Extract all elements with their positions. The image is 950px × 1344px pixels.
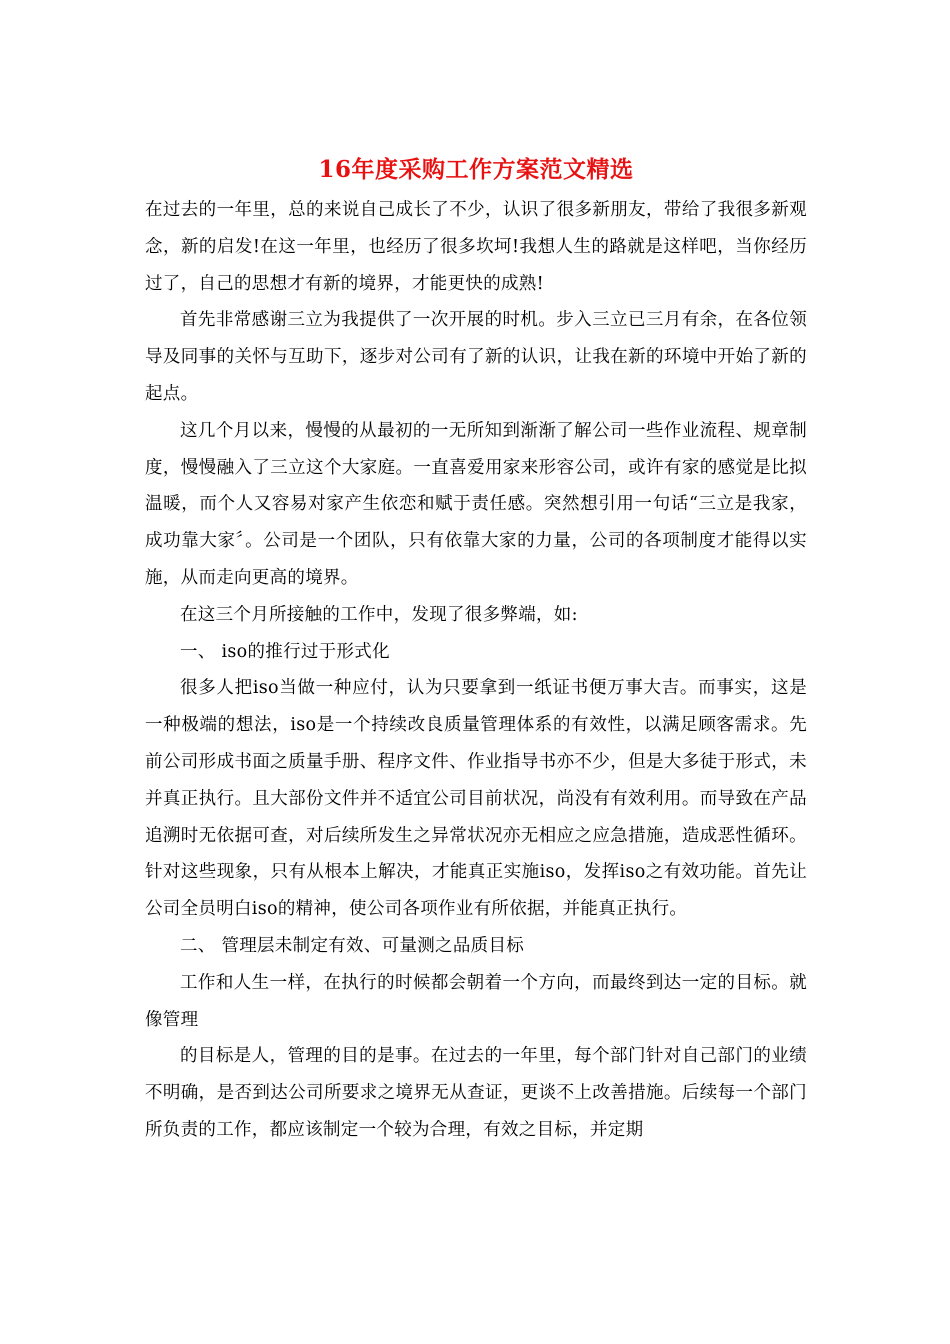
paragraph: 很多人把iso当做一种应付，认为只要拿到一纸证书便万事大吉。而事实，这是一种极端的想法，iso是一个持续改良质量管理体系的有效性，以满足顾客需求。先前公司形成书面之质量手册、程序文件、作业指导书亦不少，但是大多徒于形式，未并真正执行。且大部份文件并不适宜公司目前状况，尚没有有效利用。而导致在产品追溯时无依据可查，对后续所发生之异常状况亦无相应之应急措施，造成恶性循环。针对这些现象，只有从根本上解决，才能真正实施iso，发挥iso之有效功能。首先让公司全员明白iso的精神，使公司各项作业有所依据，并能真正执行。: [145, 678, 807, 920]
paragraph: 在这三个月所接触的工作中，发现了很多弊端，如:: [180, 604, 578, 625]
paragraph: 二、 管理层未制定有效、可量测之品质目标: [180, 935, 525, 956]
paragraph: 这几个月以来，慢慢的从最初的一无所知到渐渐了解公司一些作业流程、规章制度，慢慢融入了三立这个大家庭。一直喜爱用家来形容公司，或许有家的感觉是比拟温暖，而个人又容易对家产生依恋和赋于责任感。突然想引用一句话“三立是我家，成功靠大家〞。公司是一个团队，只有依靠大家的力量，公司的各项制度才能得以实施，从而走向更高的境界。: [145, 420, 807, 588]
paragraph: 工作和人生一样，在执行的时候都会朝着一个方向，而最终到达一定的目标。就像管理: [145, 972, 807, 1030]
paragraph: 首先非常感谢三立为我提供了一次开展的时机。步入三立已三月有余，在各位领导及同事的关怀与互助下，逐步对公司有了新的认识，让我在新的环境中开始了新的起点。: [145, 310, 807, 404]
document-body: [145, 152, 807, 1149]
paragraph-list: [145, 192, 807, 1149]
document-title: 16年度采购工作方案范文精选: [318, 156, 634, 183]
paragraph: 的目标是人，管理的目的是事。在过去的一年里，每个部门针对自己部门的业绩不明确，是否到达公司所要求之境界无从查证，更谈不上改善措施。后续每一个部门所负责的工作，都应该制定一个较为合理，有效之目标，并定期: [145, 1046, 807, 1140]
paragraph: 一、 iso的推行过于形式化: [180, 641, 390, 662]
paragraph: 在过去的一年里，总的来说自己成长了不少，认识了很多新朋友，带给了我很多新观念，新的启发!在这一年里，也经历了很多坎坷!我想人生的路就是这样吧，当你经历过了，自己的思想才有新的境界，才能更快的成熟!: [145, 200, 807, 294]
